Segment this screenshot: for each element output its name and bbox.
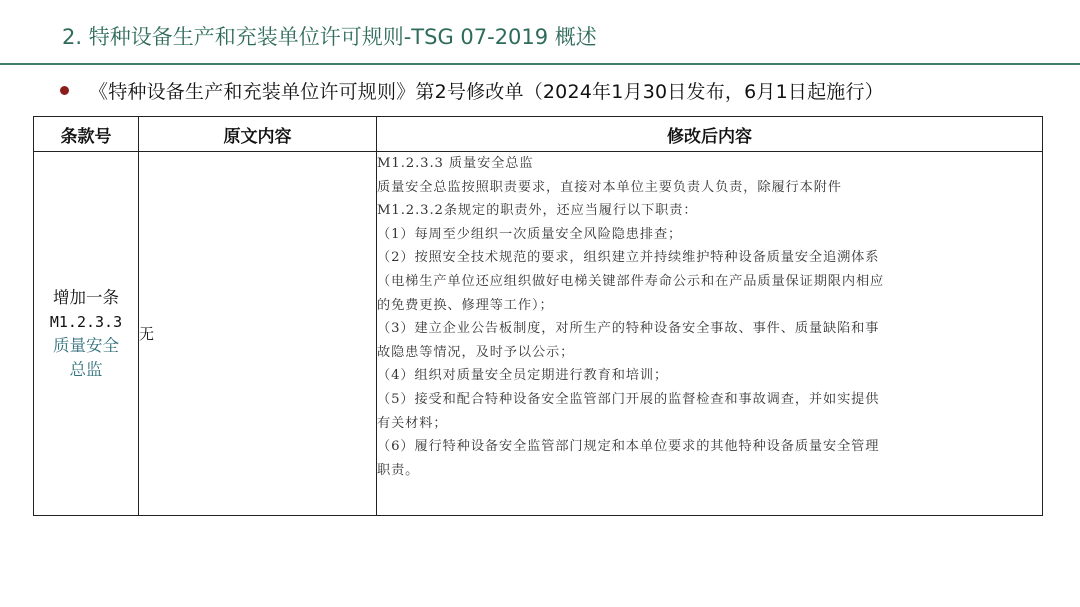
header-original-content: 原文内容 <box>139 117 377 152</box>
table-header-row <box>34 117 1043 152</box>
modified-line: （4）组织对质量安全员定期进行教育和培训； <box>377 368 669 384</box>
modified-line: 故隐患等情况，及时予以公示； <box>377 344 575 360</box>
header-clause-number: 条款号 <box>34 117 139 152</box>
modified-line: （1）每周至少组织一次质量安全风险隐患排查； <box>377 226 683 242</box>
amendment-table <box>33 116 1043 516</box>
modified-line: （2）按照安全技术规范的要求，组织建立并持续维护特种设备质量安全追溯体系 <box>377 250 880 266</box>
modified-line: M1.2.3.2条规定的职责外，还应当履行以下职责： <box>377 203 698 219</box>
modified-line: （3）建立企业公告板制度，对所生产的特种设备安全事故、事件、质量缺陷和事 <box>377 321 880 337</box>
modified-content-cell <box>377 152 1043 516</box>
original-content-cell: 无 <box>139 152 377 516</box>
clause-cell <box>34 152 139 516</box>
modified-line: 的免费更换、修理等工作）； <box>377 297 554 313</box>
modified-line: 有关材料； <box>377 415 448 431</box>
modified-line: （电梯生产单位还应组织做好电梯关键部件寿命公示和在产品质量保证期限内相应 <box>377 273 885 289</box>
clause-line: 总监 <box>69 359 103 379</box>
bullet-dot-icon <box>60 86 69 95</box>
bullet-item <box>60 76 884 104</box>
modified-line: M1.2.3.3 质量安全总监 <box>377 156 534 171</box>
clause-line: 增加一条 <box>53 287 119 307</box>
header-modified-content: 修改后内容 <box>377 117 1043 152</box>
modified-line: 职责。 <box>377 462 420 478</box>
modified-line: 质量安全总监按照职责要求，直接对本单位主要负责人负责，除履行本附件 <box>377 179 842 195</box>
table-row <box>34 152 1043 516</box>
title-divider <box>0 63 1080 65</box>
clause-line: M1.2.3.3 <box>49 312 123 331</box>
clause-line: 质量安全 <box>53 335 119 355</box>
modified-line: （6）履行特种设备安全监管部门规定和本单位要求的其他特种设备质量安全管理 <box>377 439 880 455</box>
modified-line: （5）接受和配合特种设备安全监管部门开展的监督检查和事故调查，并如实提供 <box>377 391 880 407</box>
slide-title: 2. 特种设备生产和充装单位许可规则-TSG 07-2019 概述 <box>62 25 597 49</box>
bullet-text: 《特种设备生产和充装单位许可规则》第2号修改单（2024年1月30日发布，6月1日起施行） <box>89 80 884 103</box>
